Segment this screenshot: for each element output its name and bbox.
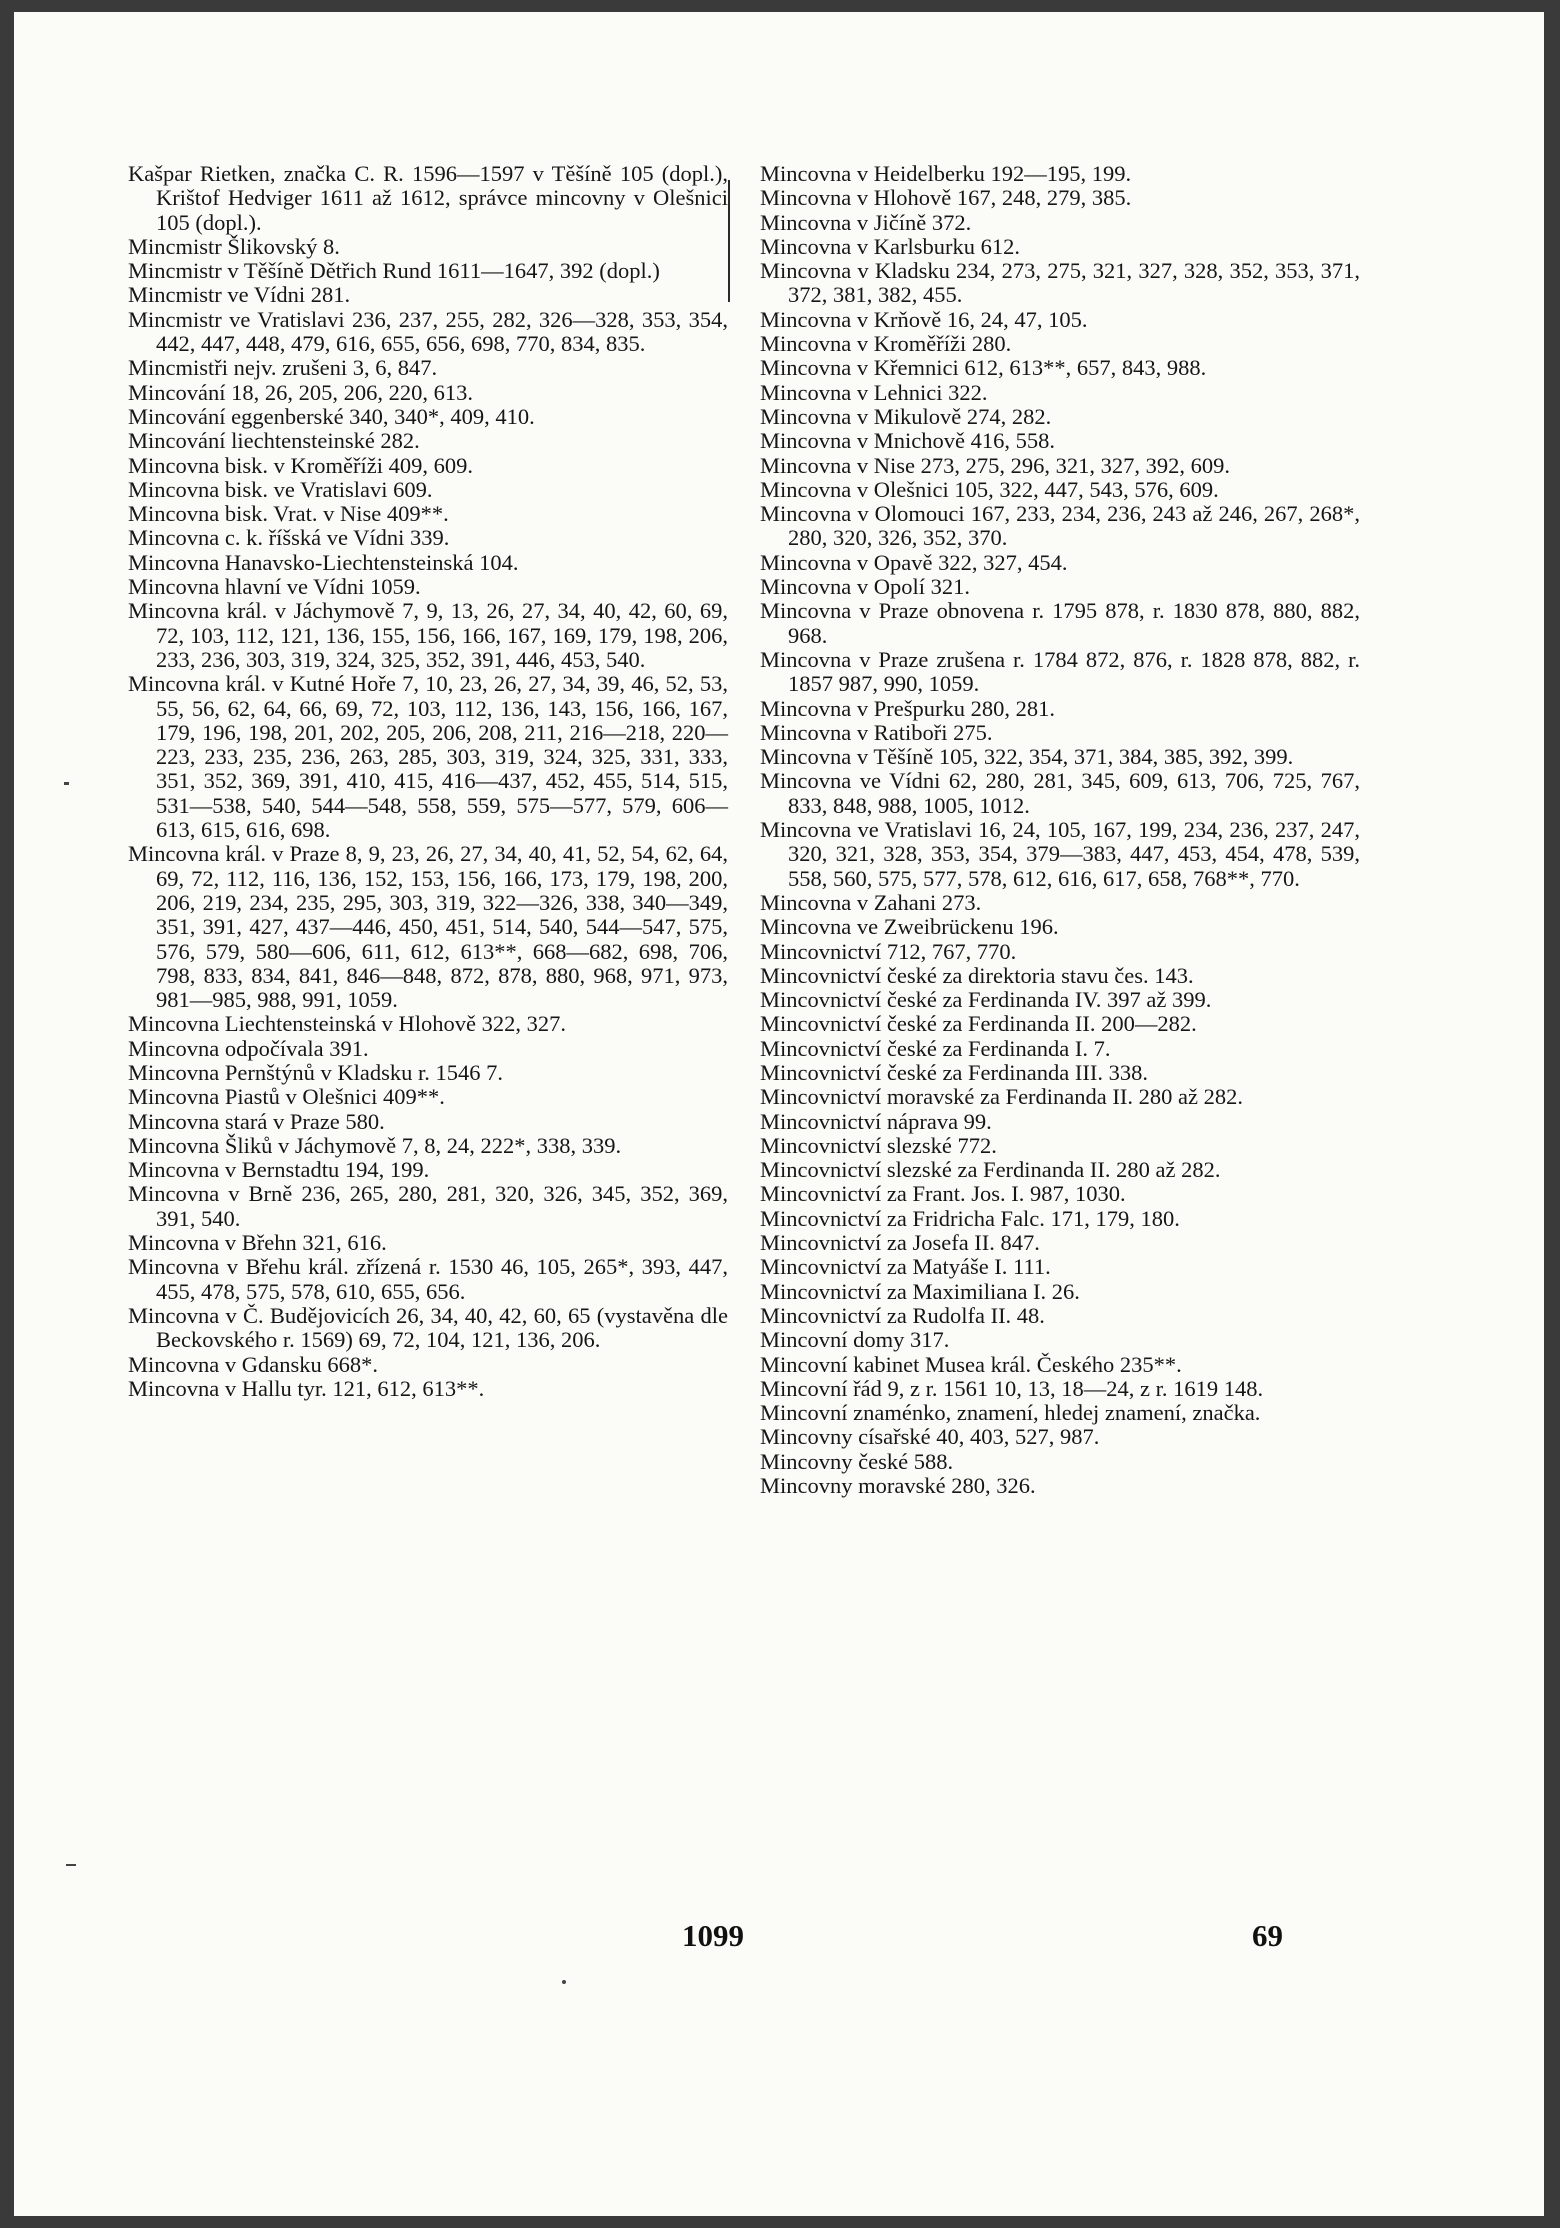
margin-mark [562,1980,566,1984]
index-entry: Mincovna král. v Jáchymově 7, 9, 13, 26, 27, 34, 40, 42, 60, 69, 72, 103, 112, 121, 136, 155, 156, 166, 167, 169, 179, 198, 206, 233, 236, 303, 319, 324, 325, 352, 391, 446, 453, 540. [128,598,728,672]
index-entry: Mincovní kabinet Musea král. Českého 235**. [760,1351,1182,1377]
index-entry: Mincovna Liechtensteinská v Hlohově 322, 327. [128,1011,567,1037]
index-entry: Mincovna c. k. říšská ve Vídni 339. [128,525,450,551]
index-entry: Mincovna bisk. v Kroměříži 409, 609. [128,452,473,478]
index-entry: Mincovna v Mikulově 274, 282. [760,403,1052,429]
index-column-left [128,162,728,1401]
index-entry: Mincovna v Karlsburku 612. [760,233,1020,259]
index-entry: Mincovnictví moravské za Ferdinanda II. 280 až 282. [760,1084,1243,1110]
index-entry: Mincovna v Lehnici 322. [760,379,988,405]
index-entry: Mincování 18, 26, 205, 206, 220, 613. [128,379,473,405]
index-entry: Mincovna ve Zweibrückenu 196. [760,914,1059,940]
index-entry: Mincovna v Zahani 273. [760,889,982,915]
index-entry: Mincovnictví za Matyáše I. 111. [760,1254,1051,1280]
index-entry: Mincovnictví české za Ferdinanda I. 7. [760,1035,1111,1061]
index-entry: Mincovní znaménko, znamení, hledej znamení, značka. [760,1400,1261,1426]
column-divider [728,180,730,302]
index-entry: Mincmistr Šlikovský 8. [128,233,340,259]
index-entry: Mincovna Piastů v Olešnici 409**. [128,1084,445,1110]
index-entry: Mincovna stará v Praze 580. [128,1108,385,1134]
index-entry: Mincovna v Břehu král. zřízená r. 1530 46, 105, 265*, 393, 447, 455, 478, 575, 578, 610, 655, 656. [128,1254,728,1304]
index-entry: Mincovnictví české za Ferdinanda IV. 397 až 399. [760,987,1212,1013]
index-entry: Mincmistr ve Vratislavi 236, 237, 255, 282, 326—328, 353, 354, 442, 447, 448, 479, 616, 655, 656, 698, 770, 834, 835. [128,306,728,357]
index-entry: Mincovna bisk. ve Vratislavi 609. [128,476,433,502]
index-entry: Mincmistr ve Vídni 281. [128,282,351,308]
index-entry: Mincovna v Hlohově 167, 248, 279, 385. [760,185,1132,211]
index-entry: Mincovnictví za Maximiliana I. 26. [760,1278,1080,1304]
index-entry: Mincovna v Opavě 322, 327, 454. [760,549,1068,575]
index-entry: Kašpar Rietken, značka C. R. 1596—1597 v Těšíně 105 (dopl.), Krištof Hedviger 1611 až 1612, správce mincovny v Olešnici 105 (dopl.). [128,161,728,235]
index-entry: Mincovna král. v Praze 8, 9, 23, 26, 27, 34, 40, 41, 52, 54, 62, 64, 69, 72, 112, 116, 136, 152, 153, 156, 166, 173, 179, 198, 200, 206, 219, 234, 235, 295, 303, 319, 322—326, 338, 340—349, 351, 391, 427, 437—446, 450, 451, 514, 540, 544—547, 575, 576, 579, 580—606, 611, 612, 613**, 668—682, 698, 706, 798, 833, 834, 841, 846—848, 872, 878, 880, 968, 971, 973, 981—985, 988, 991, 1059. [128,841,728,1013]
index-entry: Mincmistři nejv. zrušeni 3, 6, 847. [128,355,438,381]
index-entry: Mincovna v Praze zrušena r. 1784 872, 876, r. 1828 878, 882, r. 1857 987, 990, 1059. [760,646,1360,697]
index-entry: Mincovna v Heidelberku 192—195, 199. [760,161,1132,186]
index-entry: Mincování liechtensteinské 282. [128,428,420,454]
index-entry: Mincovna v Mnichově 416, 558. [760,428,1055,454]
margin-mark [64,782,69,785]
index-entry: Mincovna v Hallu tyr. 121, 612, 613**. [128,1375,485,1401]
index-entry: Mincovní domy 317. [760,1327,950,1353]
index-entry: Mincovna odpočívala 391. [128,1035,369,1061]
index-entry: Mincovna v Olešnici 105, 322, 447, 543, 576, 609. [760,476,1219,502]
index-entry: Mincovnictví české za direktoria stavu čes. 143. [760,962,1194,988]
index-entry: Mincovna Pernštýnů v Kladsku r. 1546 7. [128,1059,503,1085]
index-entry: Mincovnictví za Rudolfa II. 48. [760,1302,1045,1328]
index-entry: Mincovna král. v Kutné Hoře 7, 10, 23, 26, 27, 34, 39, 46, 52, 53, 55, 56, 62, 64, 66, 69, 72, 103, 112, 136, 143, 156, 166, 167, 179, 196, 198, 201, 202, 205, 206, 208, 211, 216—218, 220—223, 233, 235, 236, 263, 285, 303, 319, 324, 325, 331, 333, 351, 352, 369, 391, 410, 415, 416—437, 452, 455, 514, 515, 531—538, 540, 544—548, 558, 559, 575—577, 579, 606—613, 615, 616, 698. [128,671,728,843]
index-entry: Mincovna Hanavsko-Liechtensteinská 104. [128,549,519,575]
index-entry: Mincovna v Těšíně 105, 322, 354, 371, 384, 385, 392, 399. [760,744,1294,770]
index-entry: Mincovna v Brně 236, 265, 280, 281, 320, 326, 345, 352, 369, 391, 540. [128,1181,728,1231]
index-entry: Mincovna v Jičíně 372. [760,209,972,235]
index-entry: Mincovna bisk. Vrat. v Nise 409**. [128,501,449,527]
index-entry: Mincovna ve Vídni 62, 280, 281, 345, 609, 613, 706, 725, 767, 833, 848, 988, 1005, 1012. [760,768,1360,818]
index-entry: Mincovní řád 9, z r. 1561 10, 13, 18—24, z r. 1619 148. [760,1375,1264,1401]
index-entry: Mincovna v Nise 273, 275, 296, 321, 327, 392, 609. [760,452,1230,478]
index-entry: Mincovna v Prešpurku 280, 281. [760,695,1055,721]
index-entry: Mincovna Šliků v Jáchymově 7, 8, 24, 222*, 338, 339. [128,1132,622,1158]
index-column-right [760,162,1360,1498]
index-entry: Mincovnictví 712, 767, 770. [760,938,1017,964]
book-page [14,12,1544,2216]
index-entry: Mincovny české 588. [760,1448,954,1474]
page-number-left: 1099 [682,1918,744,1953]
index-entry: Mincovnictví české za Ferdinanda III. 338. [760,1059,1148,1085]
margin-mark [66,1864,76,1866]
index-entry: Mincovnictví za Frant. Jos. I. 987, 1030. [760,1181,1126,1207]
index-entry: Mincovna hlavní ve Vídni 1059. [128,574,421,600]
index-entry: Mincovnictví české za Ferdinanda II. 200—282. [760,1011,1197,1037]
index-entry: Mincovna ve Vratislavi 16, 24, 105, 167, 199, 234, 236, 237, 247, 320, 321, 328, 353, 354, 379—383, 447, 453, 454, 478, 539, 558, 560, 575, 577, 578, 612, 616, 617, 658, 768**, 770. [760,817,1360,891]
index-entry: Mincovna v Č. Budějovicích 26, 34, 40, 42, 60, 65 (vystavěna dle Beckovského r. 1569) 69, 72, 104, 121, 136, 206. [128,1302,728,1353]
index-entry: Mincovnictví slezské za Ferdinanda II. 280 až 282. [760,1157,1221,1183]
index-entry: Mincovny císařské 40, 403, 527, 987. [760,1424,1100,1450]
index-entry: Mincovnictví slezské 772. [760,1132,997,1158]
page-number-right: 69 [1252,1918,1283,1953]
index-entry: Mincovna v Olomouci 167, 233, 234, 236, 243 až 246, 267, 268*, 280, 320, 326, 352, 370. [760,501,1360,551]
index-entry: Mincovna v Křemnici 612, 613**, 657, 843, 988. [760,355,1207,381]
index-entry: Mincovna v Opolí 321. [760,574,970,600]
index-entry: Mincmistr v Těšíně Dětřich Rund 1611—1647, 392 (dopl.) [128,258,660,284]
index-entry: Mincovnictví za Josefa II. 847. [760,1230,1040,1256]
index-entry: Mincovna v Praze obnovena r. 1795 878, r. 1830 878, 880, 882, 968. [760,598,1360,648]
index-entry: Mincovna v Kladsku 234, 273, 275, 321, 327, 328, 352, 353, 371, 372, 381, 382, 455. [760,258,1360,308]
index-entry: Mincovna v Gdansku 668*. [128,1351,378,1377]
index-entry: Mincovnictví za Fridricha Falc. 171, 179, 180. [760,1205,1180,1231]
index-entry: Mincovna v Kroměříži 280. [760,331,1012,357]
index-entry: Mincovna v Břehn 321, 616. [128,1230,387,1256]
index-entry: Mincovna v Krňově 16, 24, 47, 105. [760,306,1088,332]
index-entry: Mincovny moravské 280, 326. [760,1473,1036,1499]
index-entry: Mincovna v Bernstadtu 194, 199. [128,1157,430,1183]
index-entry: Mincování eggenberské 340, 340*, 409, 410. [128,403,535,429]
index-entry: Mincovnictví náprava 99. [760,1108,992,1134]
index-entry: Mincovna v Ratiboři 275. [760,719,993,745]
